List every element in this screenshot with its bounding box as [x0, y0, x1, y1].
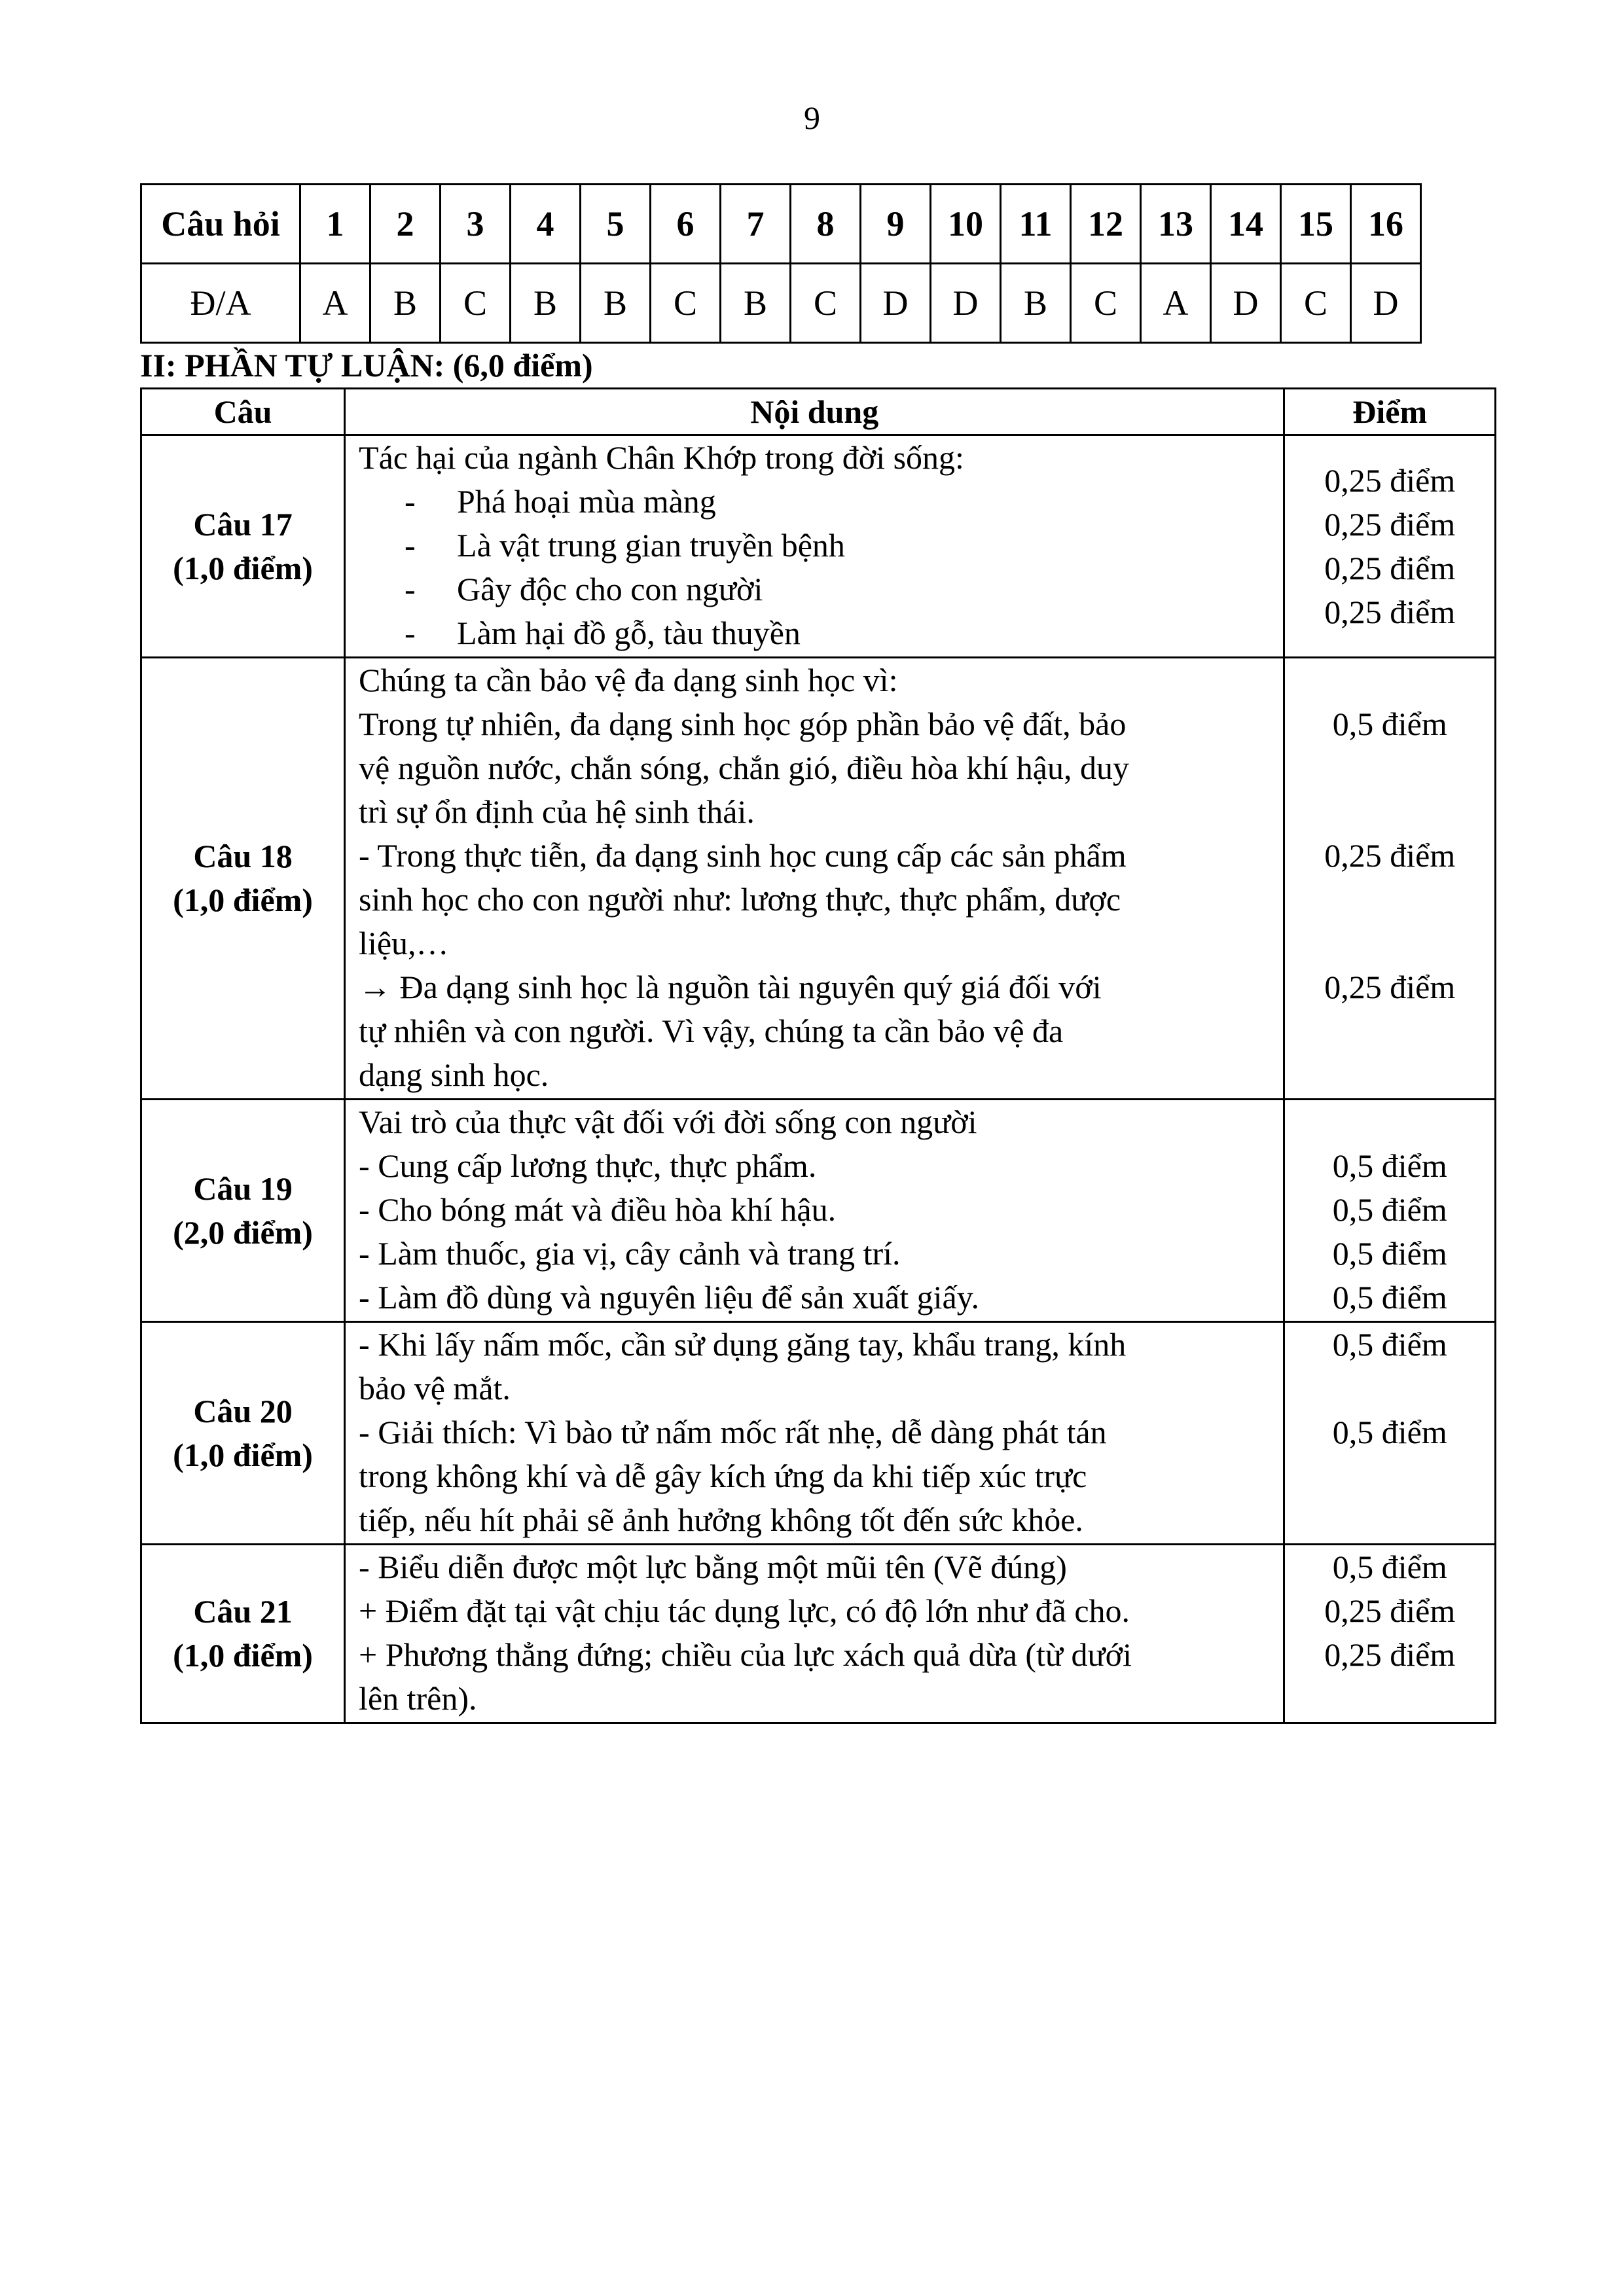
question-label: [141, 1100, 345, 1322]
answer-cell: D: [861, 264, 931, 343]
essay-table: [140, 387, 1496, 1724]
content-line: lên trên).: [359, 1680, 477, 1717]
question-number: 10: [931, 185, 1001, 264]
question-number: 6: [651, 185, 721, 264]
point-value: 0,5 điểm: [1332, 1235, 1447, 1272]
question-number: 7: [721, 185, 791, 264]
essay-row-q17: [141, 435, 1496, 658]
point-value: 0,5 điểm: [1332, 1414, 1447, 1450]
point-value: 0,25 điểm: [1324, 837, 1456, 874]
header-points: Điểm: [1284, 389, 1496, 435]
answer-cell: B: [581, 264, 651, 343]
answer-cell: C: [791, 264, 861, 343]
point-value: 0,5 điểm: [1332, 1326, 1447, 1363]
points-cell: [1284, 1545, 1496, 1723]
list-item: - Phá hoại mùa màng: [405, 483, 716, 520]
answer-cell: B: [1001, 264, 1071, 343]
content-line: - Trong thực tiễn, đa dạng sinh học cung cấp các sản phẩm: [359, 837, 1127, 874]
content-line: Trong tự nhiên, đa dạng sinh học góp phần bảo vệ đất, bảo: [359, 706, 1127, 742]
question-label: [141, 1322, 345, 1545]
row-label-question: Câu hỏi: [141, 185, 300, 264]
question-number: 1: [300, 185, 370, 264]
list-item: - Là vật trung gian truyền bệnh: [405, 527, 845, 564]
list-item-text: Là vật trung gian truyền bệnh: [457, 527, 845, 564]
point-value: 0,5 điểm: [1332, 706, 1447, 742]
point-value: 0,5 điểm: [1332, 1279, 1447, 1316]
page-number: 9: [804, 99, 820, 136]
question-score: (1,0 điểm): [173, 1637, 313, 1674]
question-score: (1,0 điểm): [173, 1436, 313, 1473]
content-line: Vai trò của thực vật đối với đời sống con người: [359, 1103, 977, 1140]
content-line: - Giải thích: Vì bào tử nấm mốc rất nhẹ, dễ dàng phát tán: [359, 1414, 1107, 1450]
answer-cell: C: [1281, 264, 1351, 343]
answer-content: [345, 658, 1284, 1100]
answer-cell: B: [511, 264, 581, 343]
question-score: (1,0 điểm): [173, 549, 313, 586]
answer-cell: C: [651, 264, 721, 343]
point-value: 0,25 điểm: [1324, 461, 1456, 499]
question-number: 5: [581, 185, 651, 264]
content-line: tự nhiên và con người. Vì vậy, chúng ta cần bảo vệ đa: [359, 1013, 1064, 1049]
answer-key-question-row: [141, 185, 1421, 264]
row-label-answer: Đ/A: [141, 264, 300, 343]
question-number: 2: [370, 185, 441, 264]
essay-row-q20: [141, 1322, 1496, 1545]
content-line: liệu,…: [359, 925, 449, 961]
content-line: - Biểu diễn được một lực bằng một mũi tên (Vẽ đúng): [359, 1549, 1067, 1585]
answer-content: [345, 1100, 1284, 1322]
question-number: 11: [1001, 185, 1071, 264]
content-line: bảo vệ mắt.: [359, 1370, 511, 1407]
question-title: Câu 18: [193, 838, 293, 874]
content-line: Chúng ta cần bảo vệ đa dạng sinh học vì:: [359, 662, 898, 698]
list-item-text: Làm hại đồ gỗ, tàu thuyền: [457, 615, 801, 651]
answer-cell: C: [1071, 264, 1141, 343]
question-number: 4: [511, 185, 581, 264]
header-content: Nội dung: [345, 389, 1284, 435]
points-cell: [1284, 658, 1496, 1100]
content-line: - Cho bóng mát và điều hòa khí hậu.: [359, 1191, 837, 1228]
point-value: 0,25 điểm: [1324, 1636, 1456, 1673]
point-value: 0,25 điểm: [1324, 505, 1456, 543]
question-title: Câu 19: [193, 1170, 293, 1207]
question-score: (2,0 điểm): [173, 1213, 313, 1251]
content-line: trong không khí và dễ gây kích ứng da khi tiếp xúc trực: [359, 1458, 1087, 1494]
answer-content: [345, 435, 1284, 658]
question-number: 12: [1071, 185, 1141, 264]
answer-cell: B: [721, 264, 791, 343]
content-line: tiếp, nếu hít phải sẽ ảnh hưởng không tốt đến sức khỏe.: [359, 1501, 1083, 1538]
header-question: Câu: [141, 389, 345, 435]
question-number: 15: [1281, 185, 1351, 264]
essay-row-q21: [141, 1545, 1496, 1723]
question-number: 16: [1351, 185, 1421, 264]
content-line: - Làm thuốc, gia vị, cây cảnh và trang trí.: [359, 1235, 901, 1272]
question-label: [141, 1545, 345, 1723]
question-title: Câu 20: [193, 1392, 293, 1429]
question-number: 8: [791, 185, 861, 264]
list-item-text: Phá hoại mùa màng: [457, 483, 716, 520]
content-line: - Cung cấp lương thực, thực phẩm.: [359, 1147, 817, 1184]
question-score: (1,0 điểm): [173, 882, 313, 918]
answer-key-answer-row: [141, 264, 1421, 343]
answer-cell: A: [300, 264, 370, 343]
answer-cell: B: [370, 264, 441, 343]
answer-key-table: [140, 183, 1422, 344]
question-label: [141, 658, 345, 1100]
content-line: + Phương thẳng đứng; chiều của lực xách quả dừa (từ dưới: [359, 1636, 1132, 1673]
content-line: vệ nguồn nước, chắn sóng, chắn gió, điều hòa khí hậu, duy: [359, 749, 1129, 786]
point-value: 0,25 điểm: [1324, 593, 1456, 630]
point-value: 0,25 điểm: [1324, 969, 1456, 1005]
answer-cell: D: [1351, 264, 1421, 343]
question-number: 9: [861, 185, 931, 264]
question-label: [141, 435, 345, 658]
point-value: 0,5 điểm: [1332, 1191, 1447, 1228]
answer-content: [345, 1545, 1284, 1723]
content-line: + Điểm đặt tại vật chịu tác dụng lực, có độ lớn như đã cho.: [359, 1592, 1130, 1629]
list-item: - Gây độc cho con người: [405, 571, 763, 607]
answer-cell: C: [441, 264, 511, 343]
question-title: Câu 21: [193, 1593, 293, 1630]
content-line: sinh học cho con người như: lương thực, thực phẩm, dược: [359, 881, 1121, 918]
section-title: II: PHẦN TỰ LUẬN: (6,0 điểm): [140, 347, 593, 384]
answer-cell: D: [1211, 264, 1281, 343]
points-cell: [1284, 435, 1496, 658]
points-cell: [1284, 1100, 1496, 1322]
point-value: 0,5 điểm: [1332, 1147, 1447, 1184]
essay-header-row: [141, 389, 1496, 435]
content-line: trì sự ổn định của hệ sinh thái.: [359, 793, 755, 830]
answer-cell: D: [931, 264, 1001, 343]
list-item-text: Gây độc cho con người: [457, 571, 763, 607]
answer-cell: A: [1141, 264, 1211, 343]
question-title: Câu 17: [193, 505, 293, 543]
question-number: 14: [1211, 185, 1281, 264]
answer-content: [345, 1322, 1284, 1545]
point-value: 0,25 điểm: [1324, 1592, 1456, 1629]
essay-row-q19: [141, 1100, 1496, 1322]
question-number: 13: [1141, 185, 1211, 264]
content-line: Tác hại của ngành Chân Khớp trong đời sống:: [359, 439, 964, 476]
content-line: → Đa dạng sinh học là nguồn tài nguyên quý giá đối với: [359, 969, 1102, 1005]
content-line: dạng sinh học.: [359, 1056, 549, 1093]
content-line: - Làm đồ dùng và nguyên liệu để sản xuất giấy.: [359, 1279, 979, 1316]
list-item: - Làm hại đồ gỗ, tàu thuyền: [405, 615, 801, 651]
question-number: 3: [441, 185, 511, 264]
points-cell: [1284, 1322, 1496, 1545]
point-value: 0,5 điểm: [1332, 1549, 1447, 1585]
content-line: - Khi lấy nấm mốc, cần sử dụng găng tay, khẩu trang, kính: [359, 1326, 1127, 1363]
point-value: 0,25 điểm: [1324, 549, 1456, 586]
essay-row-q18: [141, 658, 1496, 1100]
